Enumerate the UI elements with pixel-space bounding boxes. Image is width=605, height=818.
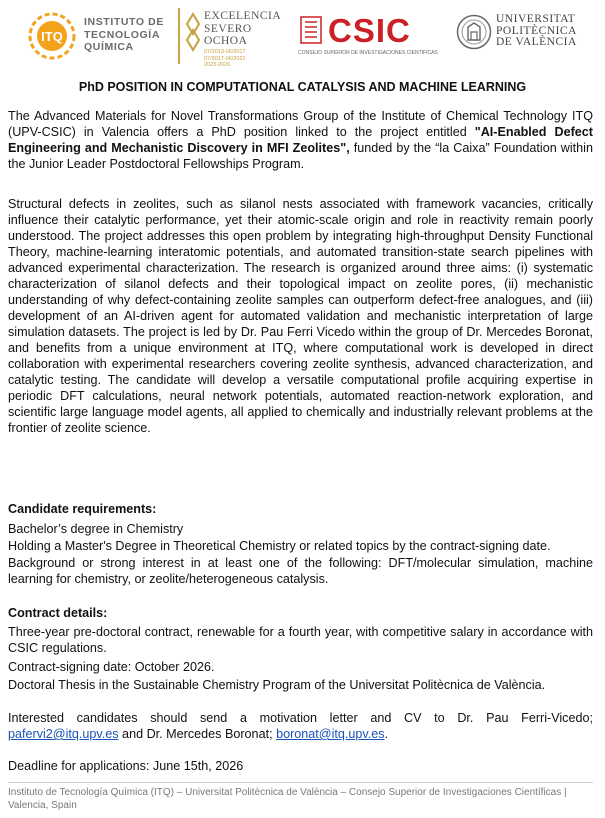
project-title: "AI-Enabled Defect Engineering and Mechanistic Discovery in MFI Zeolites",	[8, 125, 593, 155]
requirement-item: Holding a Master's Degree in Theoretical Chemistry or related topics by the contract-signing date.	[8, 539, 551, 553]
contract-item: Contract-signing date: October 2026.	[8, 660, 215, 674]
contact-paragraph	[8, 710, 593, 742]
contact-text: Interested candidates should send a motivation letter and CV to Dr. Pau Ferri-Vicedo;	[8, 711, 593, 725]
csic-emblem-icon	[298, 14, 324, 48]
itq-badge-icon	[26, 10, 78, 62]
requirement-item: Bachelor’s degree in Chemistry	[8, 522, 184, 536]
severo-ochoa-dates	[204, 49, 246, 69]
upv-seal-icon	[456, 14, 492, 50]
upv-line: POLITÈCNICA	[496, 24, 577, 37]
severo-ochoa-logo	[184, 8, 294, 74]
page-title: PhD POSITION IN COMPUTATIONAL CATALYSIS AND MACHINE LEARNING	[78, 80, 527, 94]
logo-divider	[178, 8, 180, 64]
upv-logo	[456, 14, 586, 60]
contact-text: and Dr. Mercedes Boronat;	[118, 727, 277, 741]
itq-line: INSTITUTO DE	[84, 16, 164, 28]
upv-line: UNIVERSITAT	[496, 13, 576, 25]
itq-name	[84, 16, 164, 54]
contract-item: Three-year pre-doctoral contract, renewable for a fourth year, with competitive salary in accordance with CSIC regulations.	[8, 625, 593, 655]
contract-item: Doctoral Thesis in the Sustainable Chemistry Program of the Universitat Politècnica de València.	[8, 678, 546, 692]
footer: Instituto de Tecnología Química (ITQ) – Universitat Politècnica de València – Consejo Superior de Investigaciones Científicas | Valencia, Spain	[8, 787, 567, 811]
itq-logo	[26, 10, 176, 62]
severo-ochoa-title	[204, 10, 281, 48]
intro-text: The Advanced Materials for Novel Transformations Group of the Institute of Chemical Technology ITQ (UPV-CSIC) in Valencia offers a PhD position linked to the project entitled	[8, 109, 593, 139]
severo-line: SEVERO	[204, 22, 252, 35]
footer-divider	[8, 782, 593, 783]
severo-date: 07/2013-06/2017	[204, 49, 246, 55]
requirement-item: Background or strong interest in at least one of the following: DFT/molecular simulation, machine learning for chemistry, or zeolite/heterogeneous catalysis.	[8, 556, 593, 586]
requirements-heading: Candidate requirements:	[8, 502, 157, 516]
severo-ochoa-mark-icon	[184, 12, 202, 52]
intro-paragraph	[8, 108, 593, 172]
logo-header	[0, 0, 605, 80]
upv-name	[496, 14, 577, 49]
csic-subtitle: CONSEJO SUPERIOR DE INVESTIGACIONES CIENTÍFICAS	[298, 50, 438, 56]
itq-badge-label: ITQ	[41, 29, 63, 44]
intro-text: funded by the “la Caixa” Foundation within the Junior Leader Postdoctoral Fellowships Program.	[8, 141, 593, 171]
severo-line: OCHOA	[204, 35, 248, 47]
itq-line: TECNOLOGÍA	[84, 28, 160, 41]
email-link-boronat[interactable]: boronat@itq.upv.es	[276, 727, 385, 741]
project-description: Structural defects in zeolites, such as silanol nests associated with framework vacancies, critically influence their catalytic performance, yet their atomic-scale origin and role in reactivity remain poorly understood. The project addresses this open problem by integrating high-throughput Density Functional Theory, machine-learning interatomic potentials, and automated transition-state search pipelines with advanced experimental characterization. The research is organized around three aims: (i) systematic characterization of silanol defects and their topological impact on zeolite pores, (ii) mechanistic understanding of why defect-containing zeolite samples can outperform defect-free analogues, and (iii) development of an AI-driven agent for automated validation and mechanistic interpretation of large simulation datasets. The project is led by Dr. Pau Ferri Vicedo within the group of Dr. Mercedes Boronat, and benefits from a unique environment at ITQ, where computational work is developed in direct collaboration with experimental researchers covering zeolite synthesis, advanced characterization, and catalytic testing. The candidate will develop a versatile computational profile acquiring expertise in periodic DFT calculations, neural network potentials, automated reaction-network exploration, and scientific large language model agents, all applied to chemically and industrially relevant problems at the frontier of zeolite science.	[8, 197, 593, 435]
severo-line: EXCELENCIA	[204, 10, 282, 22]
csic-logo	[298, 12, 438, 60]
upv-line: DE VALÈNCIA	[496, 36, 577, 48]
deadline: Deadline for applications: June 15th, 2026	[8, 759, 244, 773]
csic-wordmark: CSIC	[328, 12, 411, 49]
severo-date: 2023-2026	[204, 62, 231, 68]
contract-heading: Contract details:	[8, 606, 108, 620]
contact-text: .	[384, 727, 389, 741]
email-link-ferri[interactable]: pafervi2@itq.upv.es	[8, 727, 119, 741]
itq-line: QUÍMICA	[84, 41, 134, 53]
severo-date: 07/2017-06/2021	[204, 55, 246, 62]
